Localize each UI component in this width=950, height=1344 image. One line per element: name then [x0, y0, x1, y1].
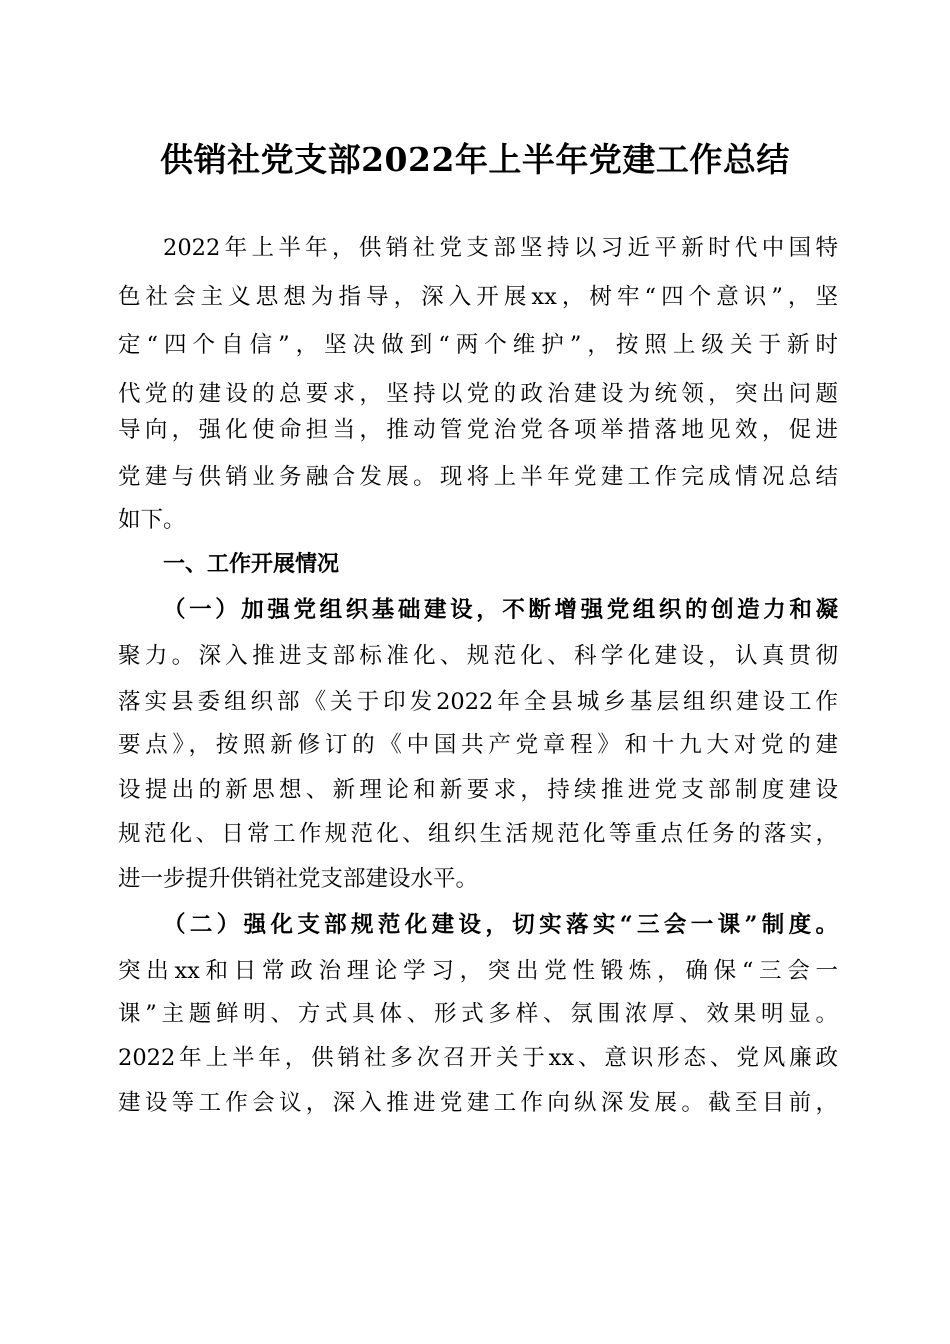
paragraph-line: 建设等工作会议，深入推进党建工作向纵深发展。截至目前， [118, 1090, 838, 1116]
paragraph-line: 定“四个自信”，坚决做到“两个维护”，按照上级关于新时 [118, 332, 838, 358]
subsection-heading-line: （一）加强党组织基础建设，不断增强党组织的创造力和凝 [163, 597, 838, 623]
paragraph-line: 2022年上半年，供销社党支部坚持以习近平新时代中国特 [163, 235, 838, 261]
paragraph-line: 进一步提升供销社党支部建设水平。 [118, 866, 479, 892]
paragraph-line: 如下。 [118, 507, 186, 533]
paragraph-line: 导向，强化使命担当，推动管党治党各项举措落地见效，促进 [118, 417, 838, 443]
paragraph-line: 2022年上半年，供销社多次召开关于xx、意识形态、党风廉政 [118, 1045, 838, 1071]
paragraph-line: 色社会主义思想为指导，深入开展xx，树牢“四个意识”，坚 [118, 284, 838, 310]
paragraph-line: 课”主题鲜明、方式具体、形式多样、氛围浓厚、效果明显。 [118, 1001, 838, 1027]
paragraph-line: 党建与供销业务融合发展。现将上半年党建工作完成情况总结 [118, 464, 838, 490]
paragraph-line: 落实县委组织部《关于印发2022年全县城乡基层组织建设工作 [118, 689, 838, 715]
paragraph-line: 规范化、日常工作规范化、组织生活规范化等重点任务的落实， [118, 821, 838, 847]
paragraph-line: 代党的建设的总要求，坚持以党的政治建设为统领，突出问题 [118, 381, 838, 407]
paragraph-line: 突出xx和日常政治理论学习，突出党性锻炼，确保“三会一 [118, 958, 838, 984]
document-title: 供销社党支部2022年上半年党建工作总结 [160, 140, 790, 179]
paragraph-line: 设提出的新思想、新理论和新要求，持续推进党支部制度建设 [118, 777, 838, 803]
paragraph-line: 要点》，按照新修订的《中国共产党章程》和十九大对党的建 [118, 732, 838, 758]
section-heading: 一、工作开展情况 [163, 552, 340, 577]
paragraph-line: 聚力。深入推进支部标准化、规范化、科学化建设，认真贯彻 [118, 643, 838, 669]
subsection-heading-line: （二）强化支部规范化建设，切实落实“三会一课”制度。 [163, 912, 838, 938]
